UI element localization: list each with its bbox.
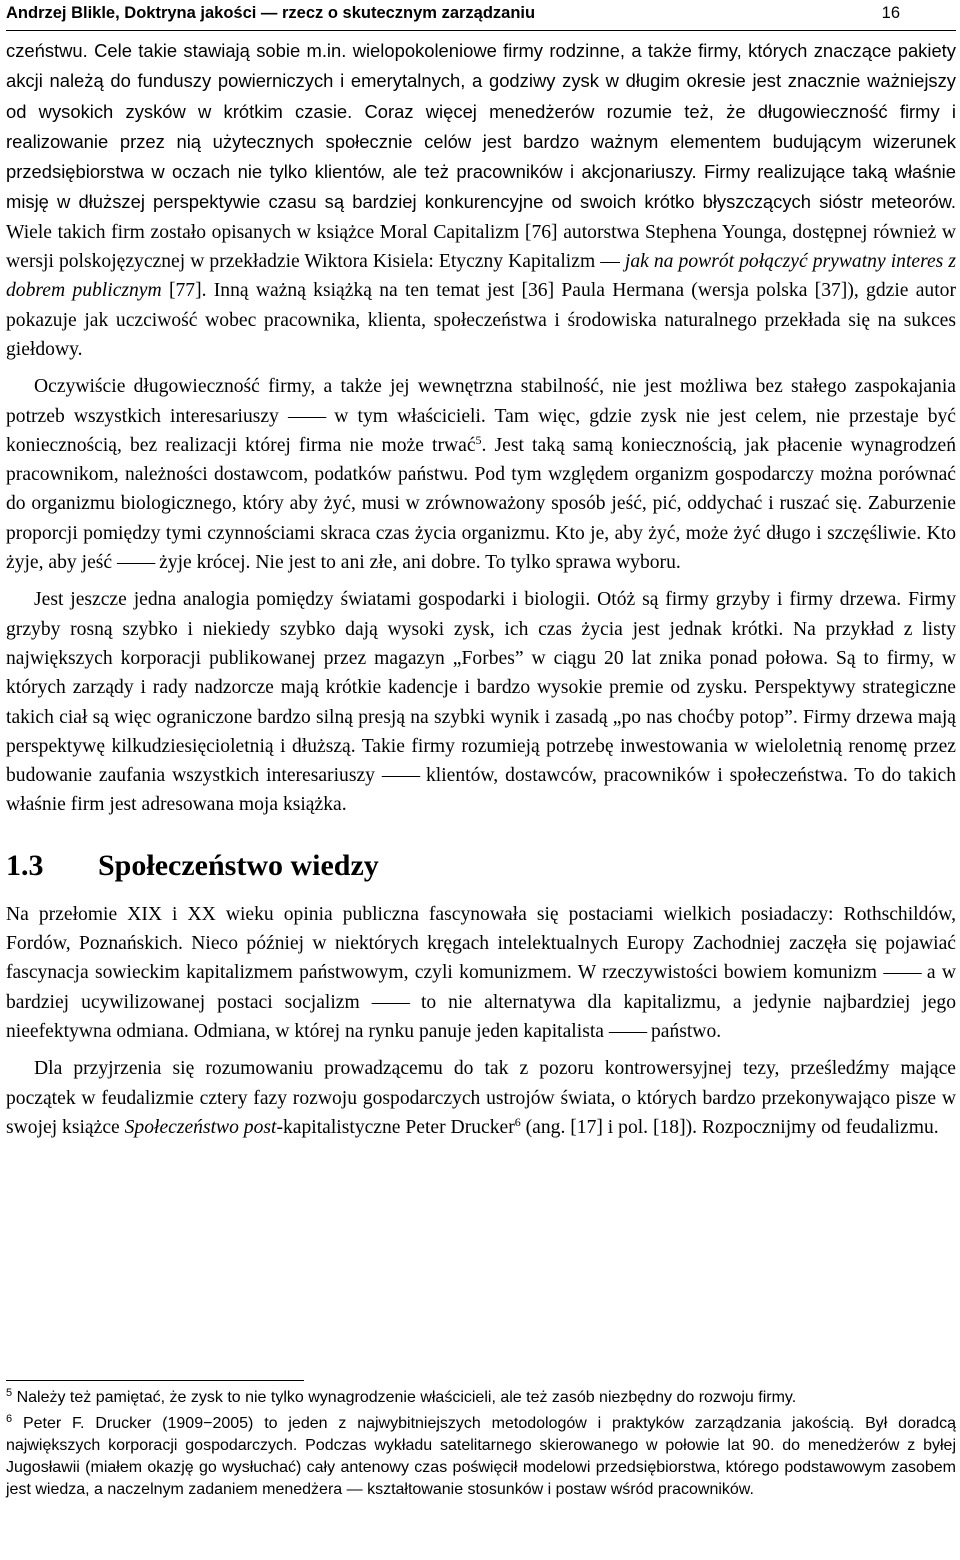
paragraph-5-part-b: kapitalistyczne Peter Drucker xyxy=(282,1116,515,1138)
paragraph-2-part-b: w tym właścicieli. Tam więc, gdzie zysk nie jest celem, nie przestaje być koniecznością, bez realizacji której firma nie może trwać xyxy=(6,405,956,456)
paragraph-4-part-b: a w bardziej ucywilizowanej postaci socjalizm xyxy=(6,962,956,1013)
paragraph-1-part-b: Wiele takich firm zostało opisanych w książce Moral Capitalizm [76] autorstwa Stephena Younga, dostępnej również w wersji polskojęzycznej w przekładzie Wiktora Kisiela: Etyczny Kapitalizm — xyxy=(6,221,956,273)
paragraph-1 xyxy=(6,36,956,364)
paragraph-5 xyxy=(6,1054,956,1142)
footnote-ref-6: 6 xyxy=(514,1114,521,1129)
header-title: Andrzej Blikle, Doktryna jakości — rzecz o skutecznym zarządzaniu xyxy=(6,4,536,22)
paragraph-2-part-c: . Jest taką samą koniecznością, jak płacenie wynagrodzeń pracownikom, należności dostawcom, podatków państwu. Pod tym względem organizm gospodarczy można porównać do organizmu biologicznego, który aby żyć, musi w zrównoważony sposób jeść, pić, oddychać i ruszać się. Zaburzenie proporcji pomiędzy tymi czynnościami skraca czas życia organizmu. Kto je, aby żyć, może żyć długo i szczęśliwie. Kto żyje, aby jeść xyxy=(6,434,956,574)
em-dash: —— xyxy=(608,1020,647,1042)
paragraph-2-part-d: żyje krócej. Nie jest to ani złe, ani dobre. To tylko sprawa wyboru. xyxy=(154,552,681,574)
em-dash: —— xyxy=(371,991,409,1013)
paragraph-4-part-d: państwo. xyxy=(646,1020,722,1042)
section-number: 1.3 xyxy=(6,848,44,882)
document-page xyxy=(6,0,956,1560)
page-number: 16 xyxy=(881,4,900,22)
paragraph-1-sans-part: czeństwu. Cele takie stawiają sobie m.in. wielopokoleniowe firmy rodzinne, a także firmy, których znaczące pakiety akcji należą do funduszy powierniczych i emerytalnych, a godziwy zysk w długim okresie jest znacznie ważniejszy od wysokich zysków w krótkim czasie. Coraz więcej menedżerów rozumie też, że długowieczność firmy i realizowanie przez nią użytecznych społecznie celów jest bardzo ważnym elementem budującym wizerunek przedsiębiorstwa w oczach nie tylko klientów, ale też pracowników i akcjonariuszy. Firmy realizujące taką właśnie misję w dłuższej perspektywie czasu są bardziej konkurencyjne od swoich krótko błyszczących sióstr meteorów. xyxy=(6,40,956,213)
footnote-mark: 5 xyxy=(6,1387,13,1399)
paragraph-3-part-b: klientów, dostawców, pracowników i społeczeństwa. To do takich właśnie firm jest adresowana moja książka. xyxy=(6,765,956,816)
footnote-ref-5: 5 xyxy=(475,432,482,447)
em-dash: —— xyxy=(287,405,326,427)
book-title-italic: Społeczeństwo post- xyxy=(124,1116,283,1138)
section-heading xyxy=(6,846,956,886)
footnote-text: Peter F. Drucker (1909−2005) to jeden z najwybitniejszych metodologów i praktyków zarządzania jakością. Był doradcą największych korporacji gospodarczych. Podczas wykładu satelitarnego skierowanego w połowie lat 90. do menedżerów z byłej Jugosławii (miałem okazję go wysłuchać) cały antenowy czas poświęcił modelowi przedsiębiorstwa, którego podstawowym zasobem jest wiedza, a naczelnym zadaniem menedżera — kształtowanie stosunków i postaw wśród pracowników. xyxy=(6,1415,956,1498)
em-dash: —— xyxy=(381,765,420,787)
paragraph-5-part-c: (ang. [17] i pol. [18]). Rozpocznijmy od feudalizmu. xyxy=(520,1116,939,1138)
paragraph-2-part-a: Oczywiście długowieczność firmy, a także jej wewnętrzna stabilność, nie jest możliwa bez stałego zaspokajania potrzeb wszystkich interesariuszy xyxy=(6,376,956,427)
main-text xyxy=(6,36,956,1142)
em-dash: —— xyxy=(883,962,921,984)
section-title: Społeczeństwo wiedzy xyxy=(98,848,379,882)
paragraph-5-part-a: Dla przyjrzenia się rozumowaniu prowadzącemu do tak z pozoru kontrowersyjnej tezy, prześledźmy mające początek w feudalizmie cztery fazy rozwoju gospodarczych ustrojów świata, o których bardzo przekonywająco pisze w swojej książce xyxy=(6,1058,956,1138)
footnote-5 xyxy=(6,1387,956,1409)
footnote-6 xyxy=(6,1413,956,1501)
footnote-mark: 6 xyxy=(6,1413,13,1425)
paragraph-4-part-c: to nie alternatywa dla kapitalizmu, a jedynie najbardziej jego nieefektywna odmiana. Odmiana, w której na rynku panuje jeden kapitalista xyxy=(6,991,956,1042)
paragraph-2 xyxy=(6,372,956,577)
paragraph-3 xyxy=(6,585,956,819)
running-header xyxy=(6,0,956,31)
footnote-text: Należy też pamiętać, że zysk to nie tylko wynagrodzenie właścicieli, ale też zasób niezbędny do rozwoju firmy. xyxy=(12,1389,797,1406)
em-dash: —— xyxy=(116,552,155,574)
footnotes xyxy=(6,1387,956,1505)
footnote-separator xyxy=(6,1380,304,1381)
paragraph-1-part-d: [77]. Inną ważną książką na ten temat jest [36] Paula Hermana (wersja polska [37]), gdzie autor pokazuje jak uczciwość wobec pracownika, klienta, społeczeństwa i środowiska naturalnego przekłada się na sukces giełdowy. xyxy=(6,280,956,360)
paragraph-4-part-a: Na przełomie XIX i XX wieku opinia publiczna fascynowała się postaciami wielkich posiadaczy: Rothschildów, Fordów, Poznańskich. Nieco później w niektórych kręgach intelektualnych Europy Zachodniej zaczęła się pojawiać fascynacja sowieckim kapitalizmem państwowym, czyli komunizmem. W rzeczywistości bowiem komunizm xyxy=(6,903,956,984)
paragraph-4 xyxy=(6,900,956,1046)
paragraph-1-book-subtitle: jak na powrót połączyć prywatny interes z dobrem publicznym xyxy=(6,251,956,302)
paragraph-3-part-a: Jest jeszcze jedna analogia pomiędzy światami gospodarki i biologii. Otóż są firmy grzyby i firmy drzewa. Firmy grzyby rosną szybko i niekiedy szybko dają wysoki zysk, ich czas życia jest jednak krótki. Na przykład z listy największych korporacji publikowanej przez magazyn „Forbes” w ciągu 20 lat znika ponad połowa. Są to firmy, w których zarządy i rady nadzorcze mają krótkie kadencje i bardzo wysokie premie od zysku. Perspektywy strategiczne takich ciał są więc ograniczone bardzo silną presją na szybki wynik i zasadą „po nas choćby potop”. Firmy drzewa mają perspektywę kilkudziesięcioletnią i dłuższą. Takie firmy rozumieją potrzebę inwestowania w wieloletnią renomę przez budowanie zaufania wszystkich interesariuszy xyxy=(6,589,956,787)
